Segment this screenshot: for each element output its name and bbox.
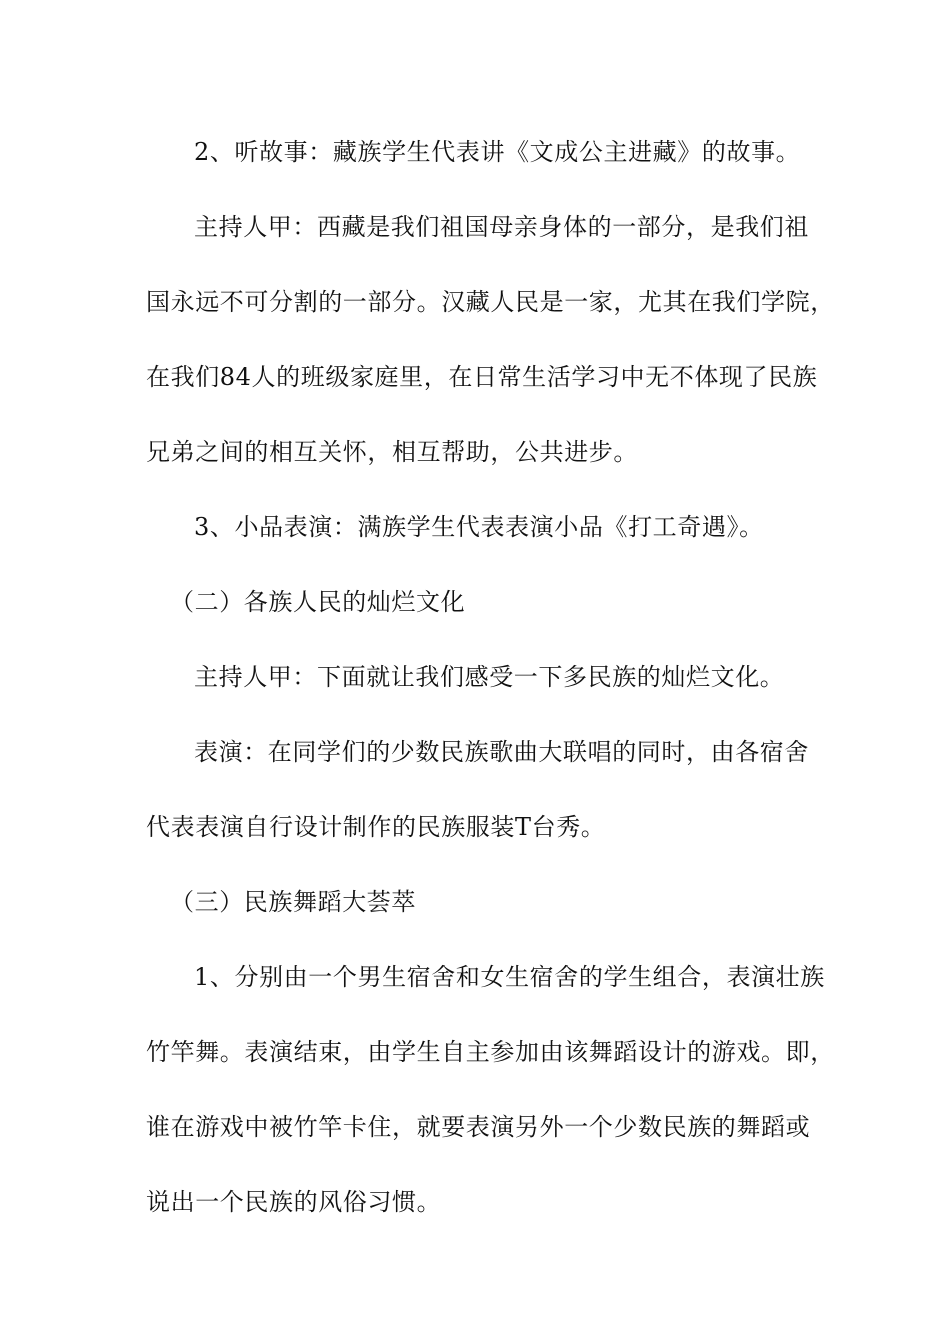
text-line-customs: 说出一个民族的风俗习惯。 — [146, 1188, 442, 1216]
text-line-host-a-culture: 主持人甲：下面就让我们感受一下多民族的灿烂文化。 — [194, 663, 785, 691]
text-line-story: 2、听故事：藏族学生代表讲《文成公主进藏》的故事。 — [194, 138, 801, 166]
section-heading-culture: （二）各族人民的灿烂文化 — [170, 588, 466, 616]
text-line-fashion-show: 代表表演自行设计制作的民族服装T台秀。 — [146, 813, 606, 841]
text-line-class-family: 在我们84人的班级家庭里，在日常生活学习中无不体现了民族 — [146, 363, 818, 391]
text-line-dorm-groups: 1、分别由一个男生宿舍和女生宿舍的学生组合，表演壮族 — [194, 963, 825, 991]
text-line-han-tibet: 国永远不可分割的一部分。汉藏人民是一家，尤其在我们学院， — [146, 288, 835, 316]
text-line-game-rule: 谁在游戏中被竹竿卡住，就要表演另外一个少数民族的舞蹈或 — [146, 1113, 811, 1141]
text-line-skit: 3、小品表演：满族学生代表表演小品《打工奇遇》。 — [194, 513, 764, 541]
text-line-brothers: 兄弟之间的相互关怀，相互帮助，公共进步。 — [146, 438, 638, 466]
text-line-performance: 表演：在同学们的少数民族歌曲大联唱的同时，由各宿舍 — [194, 738, 809, 766]
text-line-host-a-tibet: 主持人甲：西藏是我们祖国母亲身体的一部分，是我们祖 — [194, 213, 809, 241]
text-line-bamboo-dance: 竹竿舞。表演结束，由学生自主参加由该舞蹈设计的游戏。即， — [146, 1038, 835, 1066]
section-heading-dance: （三）民族舞蹈大荟萃 — [170, 888, 416, 916]
